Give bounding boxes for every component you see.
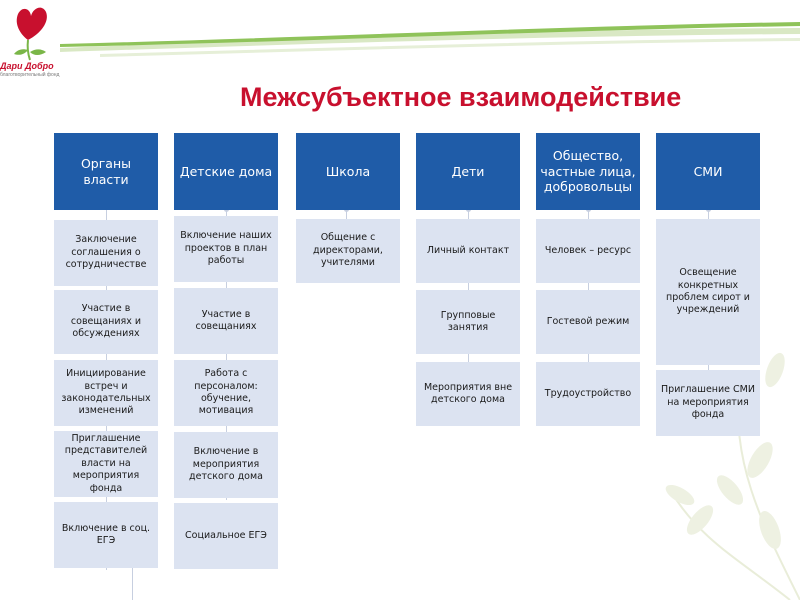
list-item: Заключение соглашения о сотрудничестве (54, 220, 158, 286)
brand-tagline: благотворительный фонд (0, 72, 60, 78)
list-item: Человек – ресурс (536, 219, 640, 283)
list-item: Общение с директорами, учителями (296, 219, 400, 283)
list-item: Личный контакт (416, 219, 520, 283)
list-item: Мероприятия вне детского дома (416, 362, 520, 426)
column-header-school: Школа (296, 133, 400, 210)
brand-name: Дари Добро (0, 61, 54, 71)
column-header-orphanages: Детские дома (174, 133, 278, 210)
list-item: Включение наших проектов в план работы (174, 216, 278, 282)
list-item: Групповые занятия (416, 290, 520, 354)
list-item: Включение в мероприятия детского дома (174, 432, 278, 498)
list-item: Включение в соц. ЕГЭ (54, 502, 158, 568)
column-header-children: Дети (416, 133, 520, 210)
column-header-media: СМИ (656, 133, 760, 210)
list-item: Социальное ЕГЭ (174, 503, 278, 569)
list-item: Участие в совещаниях и обсуждениях (54, 290, 158, 354)
list-item: Освещение конкретных проблем сирот и учреждений (656, 219, 760, 365)
page-title: Межсубъектное взаимодействие (240, 82, 682, 112)
column-header-society: Общество, частные лица, добровольцы (536, 133, 640, 210)
header-swoosh-decoration (0, 0, 800, 60)
list-item: Гостевой режим (536, 290, 640, 354)
column-header-authorities: Органы власти (54, 133, 158, 210)
connector-line (132, 565, 133, 600)
list-item: Приглашение представителей власти на мероприятия фонда (54, 431, 158, 497)
list-item: Работа с персоналом: обучение, мотивация (174, 360, 278, 426)
list-item: Приглашение СМИ на мероприятия фонда (656, 370, 760, 436)
list-item: Трудоустройство (536, 362, 640, 426)
list-item: Инициирование встреч и законодательных изменений (54, 360, 158, 426)
list-item: Участие в совещаниях (174, 288, 278, 354)
